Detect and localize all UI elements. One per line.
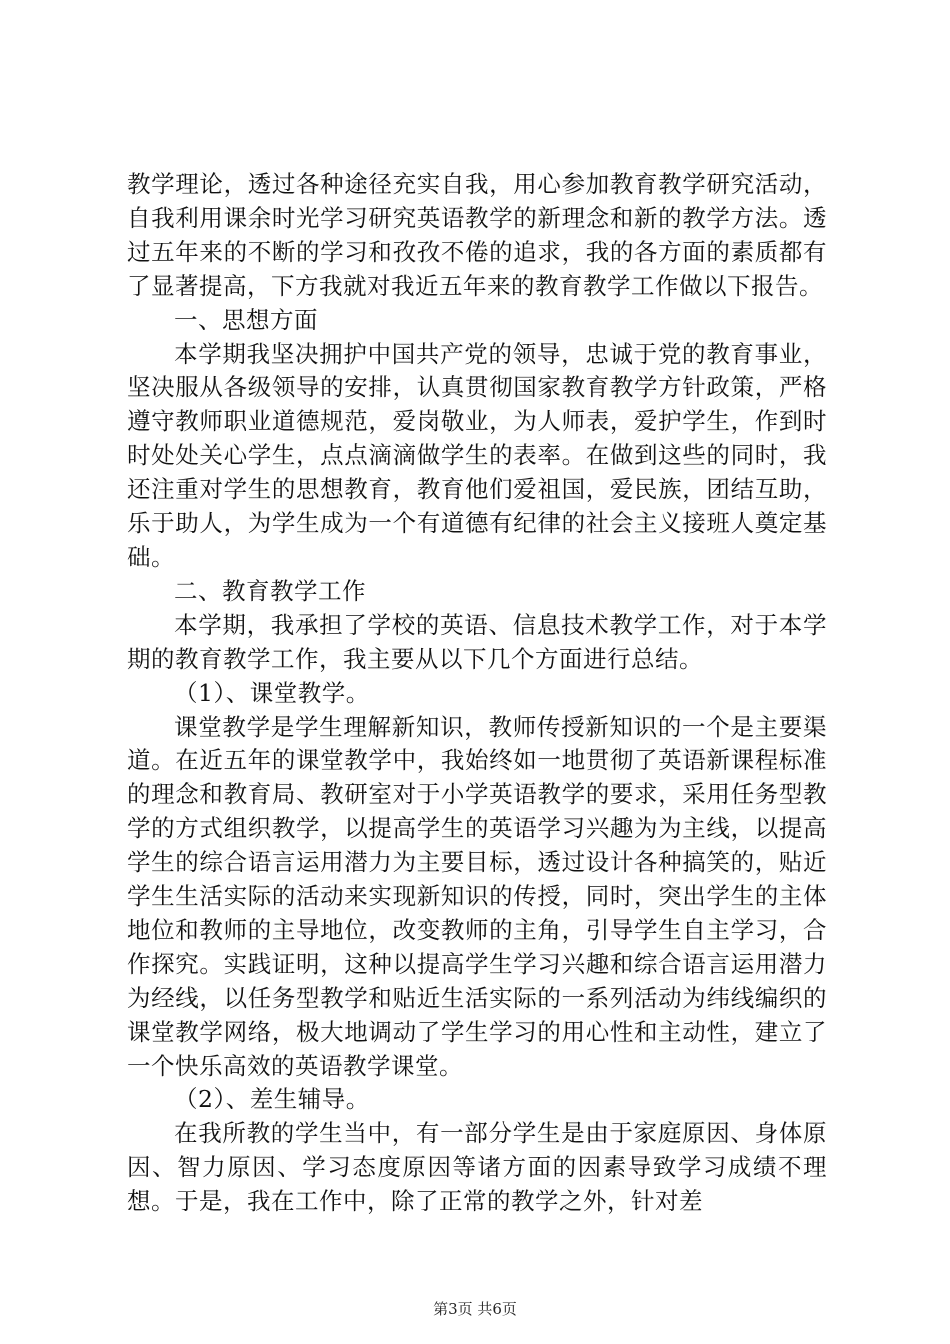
paragraph-tutoring: 在我所教的学生当中，有一部分学生是由于家庭原因、身体原因、智力原因、学习态度原因等诸方面的因素导致学习成绩不理想。于是，我在工作中，除了正常的教学之外，针对差 xyxy=(127,1119,827,1216)
subheading-classroom: （1）、课堂教学。 xyxy=(174,678,370,707)
section-heading-thought: 一、思想方面 xyxy=(174,305,318,334)
paragraph-classroom: 课堂教学是学生理解新知识，教师传授新知识的一个是主要渠道。在近五年的课堂教学中，我始终如一地贯彻了英语新课程标准的理念和教育局、教研室对于小学英语教学的要求，采用任务型教学的方式组织教学，以提高学生的英语学习兴趣为为主线，以提高学生的综合语言运用潜力为主要目标，透过设计各种搞笑的，贴近学生生活实际的活动来实现新知识的传授，同时，突出学生的主体地位和教师的主导地位，改变教师的主角，引导学生自主学习，合作探究。实践证明，这种以提高学生学习兴趣和综合语言运用潜力为经线，以任务型教学和贴近生活实际的一系列活动为纬线编织的课堂教学网络，极大地调动了学生学习的用心性和主动性，建立了一个快乐高效的英语教学课堂。 xyxy=(127,712,827,1080)
page-footer: 第3页 共6页 xyxy=(433,1300,517,1318)
paragraph-thought: 本学期我坚决拥护中国共产党的领导，忠诚于党的教育事业，坚决服从各级领导的安排，认真贯彻国家教育教学方针政策，严格遵守教师职业道德规范，爱岗敬业，为人师表，爱护学生，作到时时处处关心学生，点点滴滴做学生的表率。在做到这些的同时，我还注重对学生的思想教育，教育他们爱祖国，爱民族，团结互助，乐于助人，为学生成为一个有道德有纪律的社会主义接班人奠定基础。 xyxy=(127,339,827,571)
paragraph-continuation: 教学理论，透过各种途径充实自我，用心参加教育教学研究活动，自我利用课余时光学习研究英语教学的新理念和新的教学方法。透过五年来的不断的学习和孜孜不倦的追求，我的各方面的素质都有了显著提高，下方我就对我近五年来的教育教学工作做以下报告。 xyxy=(127,170,827,300)
paragraph-teaching: 本学期，我承担了学校的英语、信息技术教学工作，对于本学期的教育教学工作，我主要从以下几个方面进行总结。 xyxy=(127,610,827,673)
document-body xyxy=(127,168,827,1219)
section-heading-teaching: 二、教育教学工作 xyxy=(174,576,366,605)
subheading-tutoring: （2）、差生辅导。 xyxy=(174,1085,370,1114)
